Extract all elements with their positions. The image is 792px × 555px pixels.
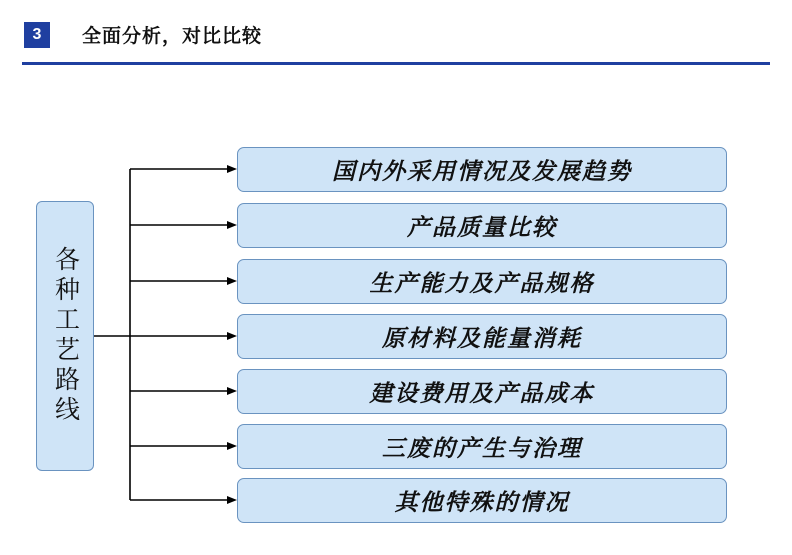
root-node-label: 各种工艺路线 — [51, 246, 79, 426]
branch-node-5[interactable] — [237, 369, 727, 414]
slide-header — [0, 0, 792, 70]
branch-node-4-label: 原材料及能量消耗 — [382, 326, 582, 351]
page-title: 全面分析，对比比较 — [82, 26, 263, 47]
header-divider — [22, 62, 770, 65]
branch-node-2-label: 产品质量比较 — [407, 215, 557, 240]
branch-node-2[interactable] — [237, 203, 727, 248]
branch-node-1[interactable] — [237, 147, 727, 192]
root-node[interactable] — [36, 201, 94, 471]
branch-node-6-label: 三废的产生与治理 — [382, 436, 582, 461]
branch-node-3[interactable] — [237, 259, 727, 304]
branch-node-7[interactable] — [237, 478, 727, 523]
section-number-badge: 3 — [24, 22, 50, 48]
branch-node-1-label: 国内外采用情况及发展趋势 — [332, 159, 632, 184]
branch-node-6[interactable] — [237, 424, 727, 469]
branch-node-7-label: 其他特殊的情况 — [394, 490, 570, 515]
branch-node-4[interactable] — [237, 314, 727, 359]
branch-node-3-label: 生产能力及产品规格 — [369, 271, 595, 296]
process-comparison-diagram — [0, 70, 792, 555]
branch-node-5-label: 建设费用及产品成本 — [369, 381, 595, 406]
